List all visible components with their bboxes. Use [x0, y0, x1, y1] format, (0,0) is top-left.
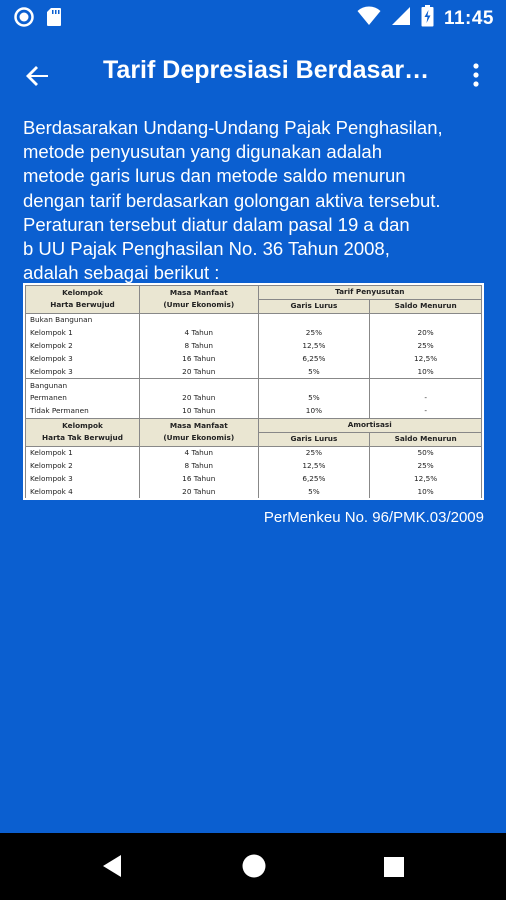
intro-line: Peraturan tersebut diatur dalam pasal 19 a dan: [23, 213, 410, 235]
cell-garis-lurus: [258, 313, 370, 326]
cell-garis-lurus: 10%: [258, 405, 370, 418]
status-bar: [0, 0, 506, 36]
cell-garis-lurus: 5%: [258, 485, 370, 498]
header-text: Masa Manfaat: [169, 288, 228, 298]
wifi-icon: [357, 6, 381, 31]
cell-garis-lurus: 5%: [258, 392, 370, 405]
table-row: [26, 365, 482, 378]
cell-kelompok: Kelompok 3: [26, 365, 140, 378]
table-row: [26, 446, 482, 459]
signal-icon: [391, 6, 411, 31]
cell-garis-lurus: 5%: [258, 365, 370, 378]
cell-kelompok: Kelompok 1: [26, 446, 140, 459]
intro-line: metode penyusutan yang digunakan adalah: [23, 141, 382, 163]
header-text: Kelompok: [62, 288, 103, 298]
cell-saldo-menurun: 12,5%: [370, 472, 482, 485]
cell-saldo-menurun: [370, 379, 482, 392]
cell-masa-manfaat: 20 Tahun: [140, 485, 259, 498]
cell-saldo-menurun: 12,5%: [370, 352, 482, 365]
table-row: [26, 405, 482, 418]
table-row: [26, 340, 482, 353]
cell-garis-lurus: 12,5%: [258, 459, 370, 472]
cell-masa-manfaat: [140, 379, 259, 392]
cell-kelompok: Kelompok 3: [26, 472, 140, 485]
back-button[interactable]: [20, 58, 56, 94]
cell-saldo-menurun: 25%: [370, 459, 482, 472]
cell-kelompok: Kelompok 2: [26, 340, 140, 353]
depreciation-table-image: [23, 283, 484, 500]
intro-line: metode garis lurus dan metode saldo menurun: [23, 165, 406, 187]
intro-line: dengan tarif berdasarkan golongan aktiva tersebut.: [23, 189, 441, 211]
cell-saldo-menurun: -: [370, 405, 482, 418]
header-kelompok: [26, 286, 140, 314]
table-row: [26, 379, 482, 392]
cell-kelompok: Tidak Permanen: [26, 405, 140, 418]
navigation-bar: [0, 833, 506, 900]
cell-garis-lurus: 6,25%: [258, 472, 370, 485]
status-time: 11:45: [443, 7, 494, 29]
header-group: Tarif Penyusutan: [258, 286, 481, 300]
cell-masa-manfaat: 4 Tahun: [140, 327, 259, 340]
table-row: [26, 313, 482, 326]
table-row: [26, 472, 482, 485]
header-masa-manfaat: [140, 286, 259, 314]
nav-recents-button[interactable]: [382, 855, 406, 884]
cell-masa-manfaat: 8 Tahun: [140, 340, 259, 353]
more-vert-icon: [464, 81, 488, 98]
arrow-back-icon: [20, 81, 56, 98]
table-header-row: [26, 418, 482, 432]
cell-masa-manfaat: 16 Tahun: [140, 472, 259, 485]
app-bar: [0, 36, 506, 112]
cell-kelompok: Kelompok 3: [26, 352, 140, 365]
cell-kelompok: Kelompok 2: [26, 459, 140, 472]
cell-garis-lurus: 25%: [258, 446, 370, 459]
cell-kelompok: Bukan Bangunan: [26, 313, 140, 326]
cell-saldo-menurun: 10%: [370, 365, 482, 378]
header-text: Harta Berwujud: [50, 300, 115, 310]
header-text: (Umur Ekonomis): [163, 433, 235, 443]
circle-icon: [14, 7, 34, 32]
header-text: Masa Manfaat: [169, 421, 228, 431]
nav-back-button[interactable]: [100, 853, 124, 884]
nav-back-icon: [100, 866, 124, 883]
cell-saldo-menurun: 20%: [370, 327, 482, 340]
header-text: Harta Tak Berwujud: [42, 433, 123, 443]
cell-saldo-menurun: 10%: [370, 485, 482, 498]
cell-garis-lurus: 6,25%: [258, 352, 370, 365]
cell-masa-manfaat: [140, 313, 259, 326]
table-row: [26, 392, 482, 405]
cell-kelompok: Bangunan: [26, 379, 140, 392]
header-masa-manfaat: [140, 418, 259, 446]
cell-saldo-menurun: -: [370, 392, 482, 405]
cell-masa-manfaat: 16 Tahun: [140, 352, 259, 365]
cell-kelompok: Kelompok 1: [26, 327, 140, 340]
cell-garis-lurus: 12,5%: [258, 340, 370, 353]
table-row: [26, 327, 482, 340]
overflow-menu-button[interactable]: [464, 58, 488, 94]
cell-masa-manfaat: 20 Tahun: [140, 365, 259, 378]
header-saldo-menurun: Saldo Menurun: [370, 299, 482, 313]
table-row: [26, 485, 482, 498]
nav-home-button[interactable]: [240, 852, 268, 885]
table-row: [26, 459, 482, 472]
cell-masa-manfaat: 8 Tahun: [140, 459, 259, 472]
cell-saldo-menurun: 25%: [370, 340, 482, 353]
cell-saldo-menurun: [370, 313, 482, 326]
nav-home-icon: [240, 867, 268, 884]
cell-kelompok: Permanen: [26, 392, 140, 405]
intro-line: Berdasarakan Undang-Undang Pajak Penghasilan,: [23, 117, 443, 138]
header-text: Kelompok: [62, 421, 103, 431]
header-saldo-menurun: Saldo Menurun: [370, 432, 482, 446]
table-row: [26, 352, 482, 365]
cell-masa-manfaat: 20 Tahun: [140, 392, 259, 405]
sd-card-icon: [46, 7, 62, 32]
cell-masa-manfaat: 10 Tahun: [140, 405, 259, 418]
cell-kelompok: Kelompok 4: [26, 485, 140, 498]
cell-masa-manfaat: 4 Tahun: [140, 446, 259, 459]
table-header-row: [26, 286, 482, 300]
battery-charging-icon: [421, 5, 434, 32]
nav-recents-icon: [382, 866, 406, 883]
header-garis-lurus: Garis Lurus: [258, 299, 370, 313]
header-kelompok: [26, 418, 140, 446]
source-reference: PerMenkeu No. 96/PMK.03/2009: [263, 509, 484, 526]
intro-line: adalah sebagai berikut :: [23, 262, 220, 284]
cell-saldo-menurun: 50%: [370, 446, 482, 459]
header-group: Amortisasi: [258, 418, 481, 432]
depreciation-table: [25, 285, 482, 498]
cell-garis-lurus: 25%: [258, 327, 370, 340]
page-title: Tarif Depresiasi Berdasar…: [103, 56, 430, 84]
header-text: (Umur Ekonomis): [163, 300, 235, 310]
cell-garis-lurus: [258, 379, 370, 392]
header-garis-lurus: Garis Lurus: [258, 432, 370, 446]
intro-paragraph: [23, 116, 485, 285]
intro-line: b UU Pajak Penghasilan No. 36 Tahun 2008,: [23, 238, 390, 260]
